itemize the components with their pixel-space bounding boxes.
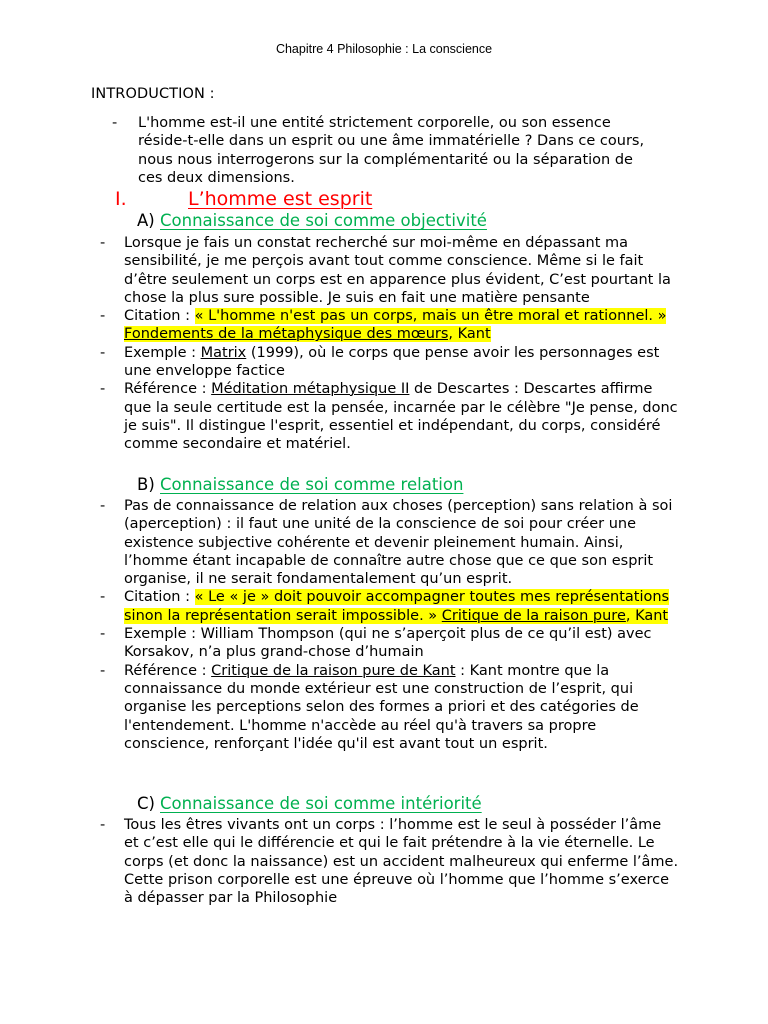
citation-author: , Kant bbox=[625, 607, 669, 624]
bullet-dash: - bbox=[100, 235, 106, 251]
subsection-a-list bbox=[100, 234, 680, 454]
bullet-dash: - bbox=[100, 662, 106, 679]
exemple-label: Exemple : bbox=[124, 344, 201, 361]
section-1-heading bbox=[115, 188, 372, 210]
citation-label: Citation : bbox=[124, 308, 195, 325]
intro-title: INTRODUCTION : bbox=[91, 86, 215, 102]
reference-label: Référence : bbox=[124, 662, 212, 679]
list-item bbox=[100, 234, 680, 307]
intro-text: L'homme est-il une entité strictement corporelle, ou son essence réside-t-elle dans un esprit ou une âme immatérielle ? Dans ce cours, nous nous interrogerons sur la complémentarité ou la séparation de ces deux dimensions. bbox=[138, 115, 645, 186]
reference-item bbox=[100, 380, 680, 453]
exemple-label: Exemple : bbox=[124, 626, 201, 643]
section-1-number: I. bbox=[115, 188, 127, 210]
subsection-c-title: Connaissance de soi comme intériorité bbox=[160, 794, 482, 813]
citation-quote: « L'homme n'est pas un corps, mais un être moral et rationnel. » bbox=[194, 308, 667, 325]
citation-quote: « Le « je » doit pouvoir accompagner toutes mes représentations sinon la représentation serait impossible. » bbox=[124, 589, 670, 624]
exemple-text: (1999), où le corps que pense avoir les personnages est une enveloppe factice bbox=[124, 344, 660, 380]
bullet-dash: - bbox=[100, 817, 106, 833]
reference-item bbox=[100, 662, 680, 753]
reference-work: Critique de la raison pure de Kant bbox=[211, 662, 456, 679]
bullet-dash: - bbox=[100, 381, 106, 398]
section-1-title: L’homme est esprit bbox=[188, 188, 373, 210]
citation-author: , Kant bbox=[448, 326, 491, 343]
item-text: Pas de connaissance de relation aux choses (perception) sans relation à soi (aperception) : il faut une unité de la conscience de soi pour créer une existence subjective cohérente et devenir pleinement humain. Ainsi, l’homme étant incapable de connaître autre chose que ce que son esprit organise, il ne serait fondamentalement qu’un esprit. bbox=[124, 498, 673, 588]
citation-work: Fondements de la métaphysique des mœurs bbox=[124, 326, 449, 343]
bullet-dash: - bbox=[100, 589, 106, 606]
subsection-c-letter: C) bbox=[137, 794, 155, 813]
subsection-a-heading bbox=[137, 211, 487, 230]
page-header: Chapitre 4 Philosophie : La conscience bbox=[275, 42, 493, 56]
item-text: Tous les êtres vivants ont un corps : l’homme est le seul à posséder l’âme et c’est elle qui le différencie et qui le fait prétendre à la vie éternelle. Le corps (et donc la naissance) est un accident malheureux qui enferme l’âme. Cette prison corporelle est une épreuve où l’homme que l’homme s’exerce à dépasser par la Philosophie bbox=[124, 817, 679, 907]
subsection-a-title: Connaissance de soi comme objectivité bbox=[160, 211, 487, 230]
bullet-dash: - bbox=[100, 308, 106, 325]
reference-work: Méditation métaphysique II bbox=[211, 381, 410, 398]
list-item bbox=[100, 816, 680, 907]
exemple-text: William Thompson (qui ne s’aperçoit plus de ce qu’il est) avec Korsakov, n’a plus grand-chose d’humain bbox=[124, 626, 652, 661]
exemple-item bbox=[100, 625, 680, 662]
intro-list-item bbox=[112, 114, 652, 187]
citation-item bbox=[100, 588, 680, 625]
bullet-dash: - bbox=[100, 498, 106, 514]
citation-work: Critique de la raison pure bbox=[441, 607, 626, 624]
subsection-a-letter: A) bbox=[137, 211, 155, 230]
subsection-c-heading bbox=[137, 794, 482, 813]
bullet-dash: - bbox=[112, 115, 118, 131]
exemple-work: Matrix bbox=[200, 344, 247, 361]
citation-item bbox=[100, 307, 680, 344]
list-item bbox=[100, 497, 680, 588]
subsection-b-list bbox=[100, 497, 680, 753]
reference-label: Référence : bbox=[124, 381, 212, 398]
item-text: Lorsque je fais un constat recherché sur moi-même en dépassant ma sensibilité, je me perçois avant tout comme conscience. Même si le fait d’être seulement un corps est en apparence plus évident, C’est pourtant la chose la plus sure possible. Je suis en fait une matière pensante bbox=[124, 235, 671, 306]
exemple-item bbox=[100, 344, 680, 381]
bullet-dash: - bbox=[100, 626, 106, 643]
reference-text: : Kant montre que la connaissance du monde extérieur est une construction de l’esprit, qui organise les perceptions selon des formes a priori et des catégories de l'entendement. L'homme n'accède au réel qu'à travers sa propre conscience, renforçant l'idée qu'il est avant tout un esprit. bbox=[124, 662, 639, 752]
reference-text: de Descartes : Descartes affirme que la seule certitude est la pensée, incarnée par le célèbre "Je pense, donc je suis". Il distingue l'esprit, essentiel et indépendant, du corps, considéré comme secondaire et matériel. bbox=[124, 381, 678, 453]
subsection-b-heading bbox=[137, 475, 463, 494]
subsection-b-letter: B) bbox=[137, 475, 155, 494]
subsection-b-title: Connaissance de soi comme relation bbox=[160, 475, 464, 494]
citation-label: Citation : bbox=[124, 589, 195, 606]
subsection-c-list bbox=[100, 816, 680, 907]
bullet-dash: - bbox=[100, 344, 106, 361]
